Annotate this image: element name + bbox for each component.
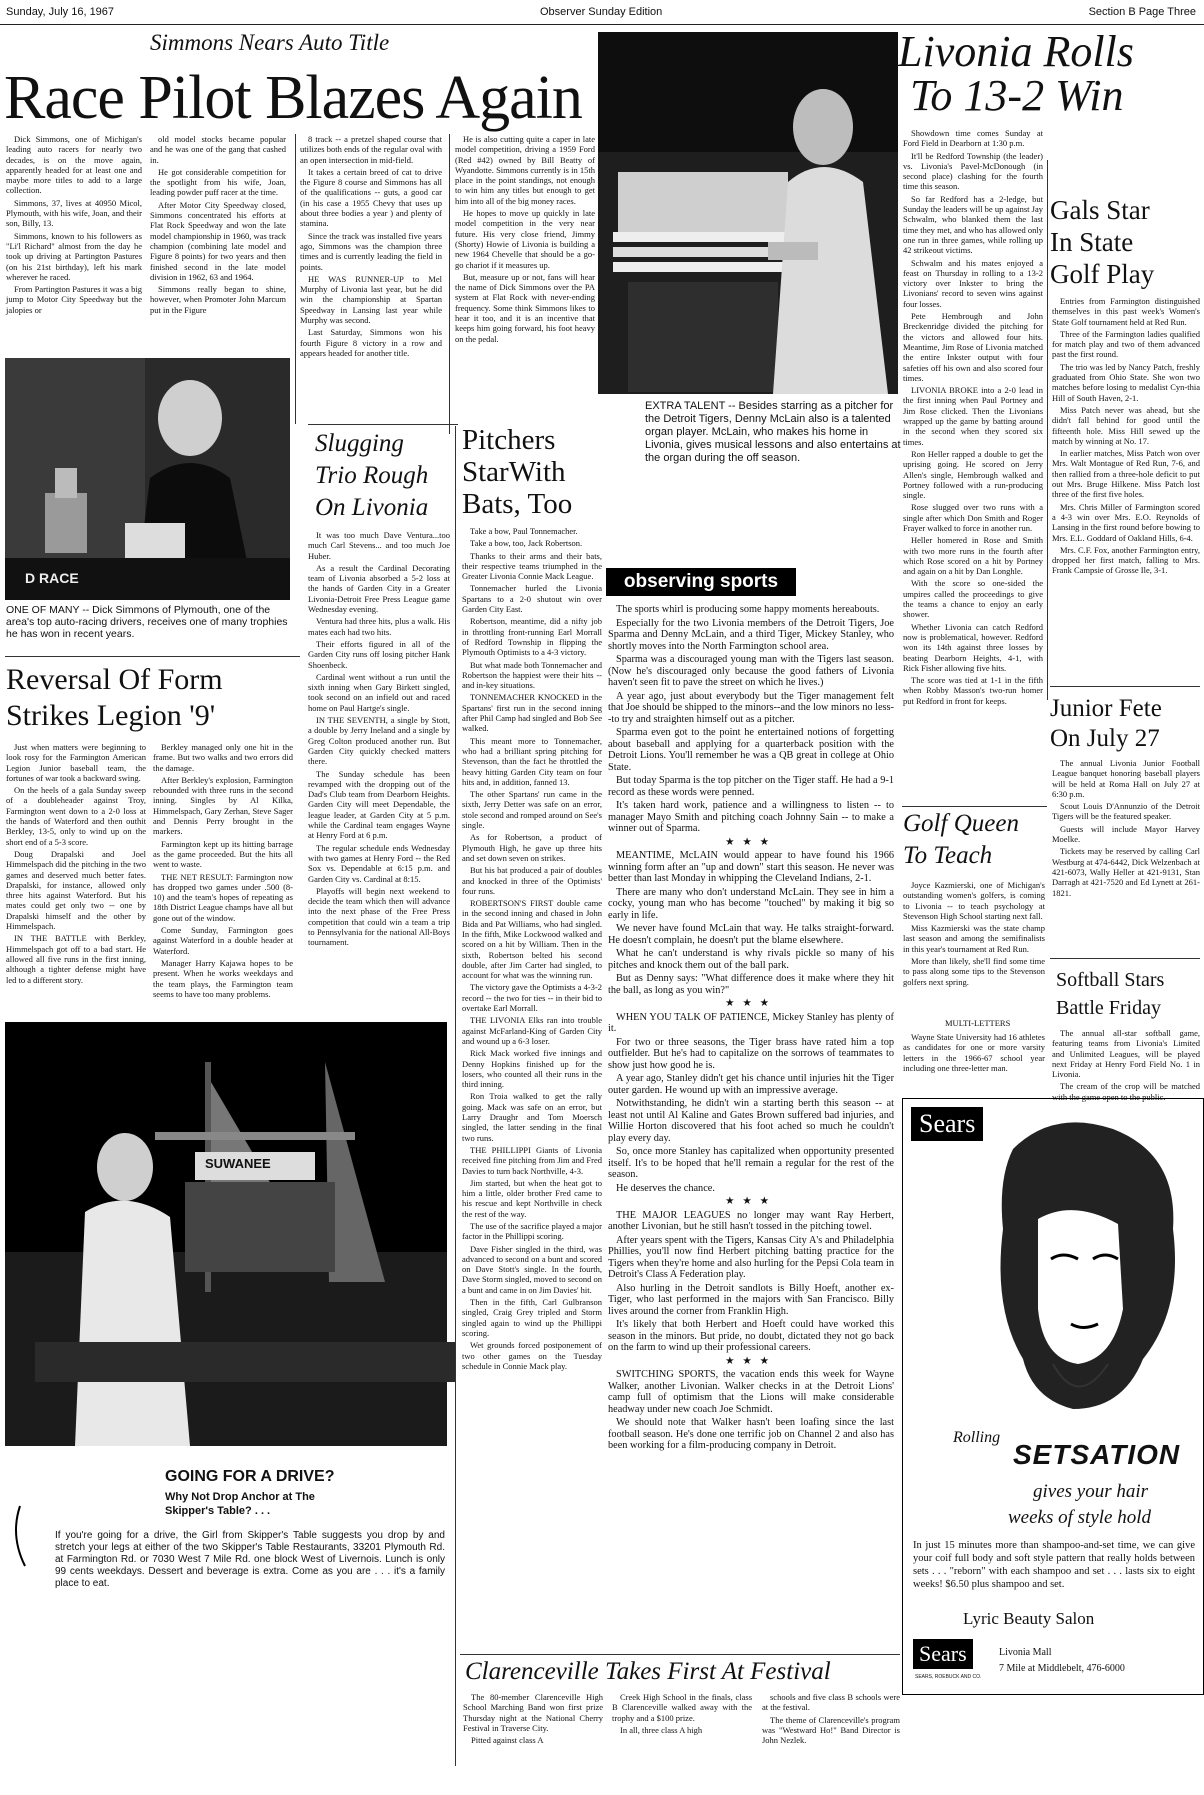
paragraph: A year ago, just about everybody but the Tiger management felt that Joe should be shipped to the minors--and the low minors no less--to try and straighten himself out as a pitcher. (608, 690, 894, 725)
paragraph: After Berkley's explosion, Farmington rebounded with three runs in the second inning. Singles by Al Kilka, Himmelspach, Gary Zerhan, Steve Sager and Dennis Perry brought in the markers. (153, 774, 293, 837)
paragraph: Tonnemacher hurled the Livonia Spartans to a 2-0 shutout win over Garden City East. (462, 583, 602, 615)
golfqueen-headline-line: To Teach (903, 842, 993, 869)
paragraph: schools and five class B schools were at the festival. (762, 1692, 900, 1713)
paragraph: Also hurling in the Detroit sandlots is Billy Hoeft, another ex-Tiger, who last performed in the majors with San Francisco. Billy lives around the corner from Franklin High. (608, 1282, 894, 1317)
paragraph: Schwalm and his mates enjoyed a feast on Thursday in rolling to a 13-2 victory over Inkster to bring the Livonians' record to seven wins against four losses. (903, 257, 1043, 309)
paragraph: Last Saturday, Simmons won his fourth Figure 8 victory in a row and appears headed for another title. (300, 327, 442, 358)
paragraph: Rick Mack worked five innings and Denny Hopkins finished up for the losers, who counted all their runs in the third inning. (462, 1048, 602, 1090)
skipper-ad-title: GOING FOR A DRIVE? (165, 1468, 335, 1485)
paragraph: The score was tied at 1-1 in the fifth when Robby Masson's two-run homer put Redford in front for keeps. (903, 675, 1043, 706)
gals-headline-line: Golf Play (1050, 259, 1155, 289)
paragraph: TONNEMACHER KNOCKED in the Spartans' first run in the second inning after Phil Camp had singled and Bob See walked. (462, 692, 602, 734)
pitchers-headline-line: Pitchers (462, 424, 556, 456)
paragraph: THE PHILLIPPI Giants of Livonia received fine pitching from Jim and Fred Davies to turn back Northville, 4-3. (462, 1144, 602, 1176)
paragraph: Playoffs will begin next weekend to decide the team which then will advance into the next phase of the Free Press competition that could win a team a trip to Pennsylvania for the national All-Boys tournament. (308, 885, 450, 948)
section-break-stars: ★★★ (725, 998, 777, 1009)
paragraph: So, once more Stanley has capitalized when opportunity presented itself. It's to be hoped that he'll remain a regular for the rest of the season. (608, 1146, 894, 1180)
paragraph: Ron Heller rapped a double to get the uprising going. He scored on Jerry Allen's single, Hembrough walked and Portney followed with a run-producing single. (903, 448, 1043, 501)
paragraph: Mrs. Chris Miller of Farmington scored a 4-3 win over Mrs. E.O. Reynolds of Lansing in the first round before bowing to Mrs. E.L. Goddard of Oakland Hills, 6-4. (1052, 501, 1200, 543)
paragraph: After years spent with the Tigers, Kansas City A's and Philadelphia Phillies, you'll now find Herbert pitching batting practice for the Tigers when they're home and also hurling for the Pepsi Cola team in Detroit's Class A Federation play. (608, 1234, 894, 1280)
paragraph: Farmington kept up its hitting barrage as the game proceeded. But the hits all went to waste. (153, 838, 293, 870)
paragraph: Showdown time comes Sunday at Ford Field in Dearborn at 1:30 p.m. (903, 128, 1043, 149)
sears-address-2: 7 Mile at Middlebelt, 476-6000 (999, 1663, 1125, 1674)
paragraph: Sparma even got to the point he entertained notions of forgetting about baseball and applying for a quarterback position with the Detroit Lions. You'll remember he was a QB great in college at Ohio State. (608, 727, 894, 773)
paragraph: Entries from Farmington distinguished themselves in this past week's Women's State Golf tournament held at Red Run. (1052, 296, 1200, 327)
paragraph: Simmons really began to shine, however, when Promoter John Marcum put in the Figure (150, 284, 286, 315)
paragraph: MEANTIME, McLAIN would appear to have found his 1966 winning form after an "up and down" start this season. He never was better than last Monday in whipping the Cleveland Indians, 2-1. (608, 850, 894, 884)
paragraph: On the heels of a gala Sunday sweep of a doubleheader against Troy, Farmington went down to a 2-0 loss at the hands of Waterford and then outhit Berkley, 13-5, only to wind up on the short end of a 5-3 score. (6, 785, 146, 847)
paragraph: Since the track was installed five years ago, Simmons was the champion three times and is currently leading the field in points. (300, 230, 442, 272)
section-break-stars: ★★★ (725, 836, 777, 848)
edition-name: Observer Sunday Edition (540, 6, 663, 18)
paragraph: For two or three seasons, the Tiger brass have rated him a top outfielder. But he's had to capitalize on the sorrows of teammates to show just how good he is. (608, 1036, 894, 1071)
multi-letters-head: MULTI-LETTERS (945, 1018, 1011, 1028)
softball-headline-line: Softball Stars (1056, 969, 1165, 991)
paragraph: Cardinal went without a run until the sixth inning when Gary Birkett singled, took second on an infield out and raced home on Paul Hartge's single. (308, 671, 450, 713)
paragraph: Heller homered in Rose and Smith with two more runs in the fourth after which Rose scored on a hit by Portney and again on a hit by Dan Longhle. (903, 535, 1043, 577)
paragraph: What he can't understand is why rivals pickle so many of his pitches and knock them out of the ball park. (608, 948, 894, 971)
paragraph: A year ago, Stanley didn't get his chance until injuries hit the Tiger outer garden. He wound up with an impressive average. (608, 1073, 894, 1096)
paragraph: The other Spartans' run came in the sixth, Jerry Detter was safe on an error, stole second and romped around on See's single. (462, 789, 602, 831)
paragraph: After Motor City Speedway closed, Simmons concentrated his efforts at Flat Rock Speedway and won the late model championship in 1960, was track champion (combining late model and Figure 8 points) for two years and then finished second in the late model division in 1962, 63 and 1964. (150, 199, 286, 282)
clarenceville-col-3 (762, 1692, 900, 1792)
paragraph: With the score so one-sided the umpires called the proceedings to give the teams a chance to enjoy an early shower. (903, 578, 1043, 620)
race-headline: Race Pilot Blazes Again (4, 64, 582, 132)
paragraph: Simmons, known to his followers as "Li'l Richard" almost from the day he took up driving at Partington Pastures (on his 21st birthday), left his mark wherever he raced. (6, 230, 142, 282)
softball-headline-line: Battle Friday (1056, 997, 1161, 1019)
paragraph: Pete Hembrough and John Breckenridge divided the pitching for the victors and allowed four hits. Meantime, Jim Rose of Livonia matched the entire Inkster output with four safeties off his own and also scored four times. (903, 311, 1043, 383)
paragraph: Come Sunday, Farmington goes against Waterford in a double header at Waterford. (153, 925, 293, 956)
sears-logo-sub: SEARS, ROEBUCK AND CO. (915, 1674, 982, 1680)
race-col-3 (300, 134, 442, 424)
legion-headline (6, 662, 306, 734)
slugging-headline-line: On Livonia (315, 494, 429, 521)
paragraph: ROBERTSON'S FIRST double came in the second inning and chased in John Bida and Pat Williams, who had singled. In the fifth, Mike Lockwood walked and scored on a hit by William. Then in the sixth, Robertson belted his second double, after Jim Carter had singled, to account for what was the winning run. (462, 898, 602, 981)
gals-headline (1050, 194, 1204, 290)
section-page: Section B Page Three (1088, 6, 1196, 18)
livonia-headline-1: Livonia Rolls (898, 27, 1134, 76)
paragraph: HE WAS RUNNER-UP to Mel Murphy of Livonia last year, but he did win the championship at Spartan Speedway in Lansing last year while Murphy was second. (300, 273, 442, 326)
section-break-stars: ★★★ (725, 1355, 777, 1367)
softball-headline (1056, 966, 1204, 1022)
paragraph: He got considerable competition for the spotlight from his wife, Joan, leading powder puff racer at the time. (150, 166, 286, 198)
paragraph: It was too much Dave Ventura...too much Carl Stevens... and too much Joe Huber. (308, 530, 450, 561)
observing-sports-column (608, 604, 894, 1654)
junior-headline-line: On July 27 (1050, 725, 1160, 752)
sears-tagline-2: weeks of style hold (1008, 1507, 1151, 1528)
paragraph: Berkley managed only one hit in the frame. But two walks and two errors did the damage. (153, 742, 293, 773)
paragraph: As for Robertson, a product of Plymouth High, he gave up three hits and set down seven on strikes. (462, 832, 602, 863)
slugging-headline (315, 428, 465, 524)
pitchers-story (462, 526, 602, 1652)
sears-address-1: Livonia Mall (999, 1647, 1052, 1658)
livonia-headline-2: To 13-2 Win (910, 71, 1124, 120)
multi-letters-story (903, 1032, 1045, 1084)
organ-caption-lead: EXTRA TALENT (645, 400, 726, 412)
gals-headline-line: In State (1050, 227, 1134, 257)
paragraph: Ron Troia walked to get the rally going. Mack was safe on an error, but Larry Draughr and Tom Moersch singled, the latter sending in the final two runs. (462, 1091, 602, 1143)
paragraph: old model stocks became popular and he was one of the gang that cashed in. (150, 134, 286, 165)
paragraph: There are many who don't understand McLain. They see in him a cocky, young man who has become "touched" by making it big so early in life. (608, 886, 894, 921)
paragraph: THE MAJOR LEAGUES no longer may want Ray Herbert, another Livonian, but he still hasn't tossed in the pitching towel. (608, 1209, 894, 1232)
junior-headline-line: Junior Fete (1050, 695, 1162, 722)
paragraph: It's taken hard work, patience and a willingness to listen -- to manager Mayo Smith and pitching coach Johnny Sain -- to make a winner out of Sparma. (608, 800, 894, 834)
sears-rolling: Rolling (953, 1429, 1001, 1446)
skipper-ad-subtitle: Why Not Drop Anchor at The Skipper's Table? . . . (165, 1491, 315, 1517)
sears-brand: SETSATION (1013, 1439, 1181, 1470)
paragraph: We should note that Walker hasn't been loafing since the last football season. He's done one terrific job on Channel 2 and also has been working for a film-producing company in Detroit. (608, 1417, 894, 1451)
legion-headline-line: Strikes Legion '9' (6, 699, 216, 732)
clarenceville-col-2 (612, 1692, 752, 1792)
paragraph: Joyce Kazmierski, one of Michigan's outstanding women's golfers, is coming to Livonia -- to teach psychology at Stevenson High School starting next fall. (903, 880, 1045, 921)
paragraph: WHEN YOU TALK OF PATIENCE, Mickey Stanley has plenty of it. (608, 1011, 894, 1034)
paragraph: Take a bow, too, Jack Robertson. (470, 538, 583, 549)
pitchers-headline (462, 424, 602, 520)
paragraph: Just when matters were beginning to look rosy for the Farmington American Legion Junior baseball team, the fortunes of war took a backward swing. (6, 742, 146, 783)
skipper-restaurant-photo (5, 1022, 447, 1446)
paragraph: Jim started, but when the heat got to him a little, older brother Fred came to his rescue and kept Northville in check the rest of the way. (462, 1177, 602, 1219)
paragraph: Mrs. C.F. Fox, another Farmington entry, dropped her first match, falling to Mrs. Frank Campsie of Grosse Ile, 3-1. (1052, 544, 1200, 576)
paragraph: But as Denny says: "What difference does it make where they hit the ball, as long as you win?" (608, 973, 894, 996)
paragraph: Simmons, 37, lives at 40950 Micol, Plymouth, with his wife, Joan, and their son, Billy, 13. (6, 197, 142, 229)
organ-photo-caption (645, 400, 903, 465)
section-break-stars: ★★★ (725, 1196, 777, 1207)
race-trophy-photo (5, 358, 290, 600)
gals-headline-line: Gals Star (1050, 195, 1150, 225)
paragraph: From Partington Pastures it was a big jump to Motor City Speedway but the jalopies or (6, 284, 142, 315)
paragraph: He deserves the chance. (616, 1182, 715, 1194)
golfqueen-story (903, 880, 1045, 1010)
paragraph: Scout Louis D'Annunzio of the Detroit Tigers will be the featured speaker. (1052, 801, 1200, 822)
paragraph: Robertson, meantime, did a nifty job in throttling front-running Earl Morrall of Redford Township in flipping the Plymouth Optimists to a 4-3 victory. (462, 616, 602, 658)
golfqueen-headline-line: Golf Queen (903, 810, 1019, 837)
livonia-story (903, 128, 1043, 708)
paragraph: THE NET RESULT: Farmington now has dropped two games under .500 (8-10) and the team's hopes of repeating as 18th District League champs have all but gone out of the window. (153, 871, 293, 923)
junior-headline (1050, 694, 1204, 754)
race-photo-caption (6, 604, 296, 640)
softball-story (1052, 1028, 1200, 1102)
race-kicker: Simmons Nears Auto Title (150, 30, 390, 55)
paragraph: But today Sparma is the top pitcher on the Tiger staff. He had a 9-1 record as these words were penned. (608, 775, 894, 798)
race-col-4 (455, 134, 595, 406)
paragraph: Whether Livonia can catch Redford now is problematical, however. Redford won its 14th against three losses by beating Dearborn Heights, 4-1, with Rick Fisher allowing five hits. (903, 621, 1043, 673)
legion-headline-line: Reversal Of Form (6, 663, 223, 696)
paragraph: He is also cutting quite a caper in late model competition, driving a 1959 Ford (Red #42) owned by Bill Beatty of Wyandotte. Simmons currently is in 15th place in the point standings, not enough to win him any titles but enough to get him into all of the big money races. (455, 134, 595, 206)
sears-salon: Lyric Beauty Salon (963, 1609, 1095, 1628)
pitchers-headline-line: StarWith (462, 456, 566, 488)
paragraph: 8 track -- a pretzel shaped course that utilizes both ends of the regular oval with an open intersection in mid-field. (300, 134, 442, 165)
paragraph: Rose slugged over two runs with a single after which Don Smith and Roger Frayer walked to force in another run. (903, 502, 1043, 533)
race-col-2 (150, 134, 286, 356)
paragraph: The Sunday schedule has been revamped with the dropping out of the Dad's Club team from Dearborn Heights. Garden City will meet Dependable, the league leader, at Garden City at 5 p.m. while the Cardinal team engages Wayne at Henry Ford at 6 p.m. (308, 768, 450, 841)
race-caption-text: -- Dick Simmons of Plymouth, one of the area's top auto-racing drivers, receives one of many trophies he has won in recent years. (6, 604, 288, 640)
gals-story (1052, 296, 1200, 686)
paragraph: Then in the fifth, Carl Gulbranson singled, Craig Grey tripled and Storm singled again to wind up the Phillippi scoring. (462, 1297, 602, 1338)
clarenceville-headline: Clarenceville Takes First At Festival (465, 1658, 831, 1685)
paragraph: In all, three class A high (620, 1724, 703, 1735)
paragraph: Especially for the two Livonia members of the Detroit Tigers, Joe Sparma and Denny McLain, and a third Tiger, Mickey Stanley, who shortly moves into the North Farmington school area. (608, 617, 894, 652)
paragraph: The annual all-star softball game, featuring teams from Livonia's Limited and Unlimited Leagues, will be played next Friday at Henry Ford Field No. 1 in Livonia. (1052, 1028, 1200, 1080)
paragraph: But what made both Tonnemacher and Robertson the happiest were their hits -- and in-key situations. (462, 659, 602, 691)
page-header (0, 0, 1204, 25)
legion-col-1 (6, 742, 146, 992)
paragraph: Pitted against class A (471, 1735, 544, 1746)
sears-logo-top: Sears (911, 1107, 983, 1141)
paragraph: Miss Patch never was ahead, but she didn't fall behind for good until the fifteenth hole. Miss Hill sewed up the match by winning at No. 17. (1052, 404, 1200, 446)
woman-hairstyle-illustration (943, 1109, 1193, 1439)
paragraph: But, measure up or not, fans will hear the name of Dick Simmons over the PA system at Flat Rock with never-ending frequency. Some think Simmons likes to hear it too, and it is an incentive that keeps him going forward, his foot heavy on the pedal. (455, 271, 595, 344)
junior-story (1052, 758, 1200, 958)
paragraph: Tickets may be reserved by calling Carl Westburg at 474-6442, Dick Welzenbach at 421-6073, Wally Heller at 421-9131, Stan Darragh at 421-7520 and Ed Lynett at 261-1821. (1052, 846, 1200, 898)
suwanee-sign: SUWANEE (205, 1156, 271, 1171)
paragraph: Sparma was a discouraged young man with the Tigers last season. (Now he's discouraged only because the good fathers of Livonia haven't seen fit to pave the street on which he lives.) (608, 654, 894, 688)
trophy-banner-text: D RACE (25, 570, 79, 586)
slugging-story (308, 530, 450, 1030)
paragraph: The annual Livonia Junior Football League banquet honoring baseball players will be held at Roma Hall on July 27 at 6:30 p.m. (1052, 758, 1200, 799)
sears-logo-bottom: Sears (913, 1639, 973, 1669)
slugging-headline-line: Slugging (315, 430, 404, 457)
sears-body: In just 15 minutes more than shampoo-and-set time, we can give your coif full body and soft style pattern that really holds between sets . . . "reborn" with each shampoo and set . . . lasts six to eight weeks! $6.50 plus shampoo and set. (913, 1540, 1195, 1590)
paragraph: The 80-member Clarenceville High School Marching Band won first prize Thursday night at the National Cherry Festival in Traverse City. (463, 1692, 603, 1733)
paragraph: The sports whirl is producing some happy moments hereabouts. (616, 604, 880, 615)
paragraph: LIVONIA BROKE into a 2-0 lead in the first inning when Paul Portney and Jim Rose clicked. Then the Livonians wrapped up the game by batting around in the second when they scored six times. (903, 385, 1043, 447)
paragraph: Manager Harry Kajawa hopes to be present. When he works weekdays and the team plays, the Farmington team seems to have too many problems. (153, 957, 293, 999)
paragraph: Dick Simmons, one of Michigan's leading auto racers for nearly two decades, is on the move again, apparently headed for at least one and maybe more titles to add to a large collection. (6, 134, 142, 196)
paragraph: The trio was led by Nancy Patch, freshly graduated from Ohio State. She won two matches before losing to medalist Cyn-thia Hill of South Haven, 2-1. (1052, 361, 1200, 403)
paragraph: The regular schedule ends Wednesday with two games at Henry Ford -- the Red Sox vs. Dependable at 6:15 p.m. and Garden City vs. Cardinal at 8:15. (308, 842, 450, 884)
paragraph: The use of the sacrifice played a major factor in the Phillippi scoring. (462, 1221, 602, 1242)
paragraph: Miss Kazmierski was the state champ last season and among the semifinalists in this year's tournament at Red Run. (903, 923, 1045, 954)
skipper-ad-body: If you're going for a drive, the Girl from Skipper's Table suggests you drop by and stretch your legs at either of the two Skipper's Table Restaurants, 33201 Plymouth Rd. at Farmington Rd. or 7030 West 7 Mile Rd. one block West of Livernois. Lunch is only 99 cents weekdays. Dessert and beverage is extra. Come as you are . . . it's a family place to eat. (55, 1530, 445, 1589)
paragraph: Doug Drapalski and Joel Himmelspach did the pitching in the two games and deserved much better fates. Drapalski, for instance, allowed only three hits against Waterford. But his mates could get only two -- one by Drapalski himself and the other by Himmelspach. (6, 848, 146, 932)
paragraph: Creek High School in the finals, class B Clarenceville walked away with the trophy and a $100 prize. (612, 1692, 752, 1723)
observing-sports-banner: observing sports (606, 568, 796, 596)
paragraph: Thanks to their arms and their bats, their respective teams triumphed in the Greater Livonia Connie Mack League. (462, 550, 602, 582)
paragraph: We never have found McLain that way. He talks straight-forward. He doesn't complain, he doesn't put the blame elsewhere. (608, 923, 894, 946)
paragraph: More than likely, she'll find some time to pass along some tips to the Stevenson golfers next spring. (903, 956, 1045, 987)
legion-col-2 (153, 742, 293, 999)
skipper-ad (5, 1446, 447, 1736)
paragraph: It takes a certain breed of cat to drive the Figure 8 course and Simmons has all of the qualifications -- guts, a good car (in his case a 1955 Chevy that uses up about three bodies a year ) and plenty of stamina. (300, 166, 442, 229)
slugging-headline-line: Trio Rough (315, 462, 429, 489)
race-col-1 (6, 134, 142, 356)
paragraph: So far Redford has a 2-ledge, but Sunday the leaders will be up against Jay Schwalm, who blanked them the last time they met, and who has allowed only one run in three games, while rolling up 42 strikeout victims. (903, 193, 1043, 256)
paragraph: Their efforts figured in all of the Garden City runs off losing pitcher Hank Shoenbeck. (308, 638, 450, 670)
paragraph: Notwithstanding, he didn't win a starting berth this season -- at least not until Al Kaline and Gates Brown suffered bad injuries, and Willie Horton discovered that his foot ached so much he couldn't play every day. (608, 1098, 894, 1144)
paragraph: It'll be Redford Township (the leader) vs. Livonia's Pavel-McDonough (in second place) clashing for the fourth time this season. (903, 150, 1043, 192)
paragraph: This meant more to Tonnemacher, who had a brilliant spring pitching for Stevenson, than the fact he throttled the heavy hitting Garden City team on four hits and, in addition, fanned 13. (462, 735, 602, 787)
paragraph: As a result the Cardinal Decorating team of Livonia absorbed a 5-2 loss at the hands of Garden City in a Greater Livonia-Detroit Free Press League game Wednesday evening. (308, 562, 450, 615)
paragraph: Dave Fisher singled in the third, was advanced to second on a bunt and scored on Dave Stott's single. In the fourth, Dave Storm singled, moved to second on a bunt and came in on Jim Davies' hit. (462, 1243, 602, 1295)
paragraph: The theme of Clarenceville's program was "Westward Ho!" Band Director is John Nezlek. (762, 1714, 900, 1746)
paragraph: It's likely that both Herbert and Hoeft could have worked this season in the minors. But pride, no doubt, dictated they not go back on the farm to wind up their professional careers. (608, 1319, 894, 1353)
golfqueen-headline (903, 808, 1047, 872)
paragraph: Three of the Farmington ladies qualified for match play and two of them advanced past the first round. (1052, 328, 1200, 360)
paragraph: Guests will include Mayor Harvey Moelke. (1052, 823, 1200, 845)
race-caption-lead: ONE OF MANY (6, 604, 80, 616)
paragraph: IN THE SEVENTH, a single by Stott, a double by Jerry Ineland and a single by Greg Colton produced another run. But Garden City quickly checked matters there. (308, 715, 450, 767)
paragraph: In earlier matches, Miss Patch won over Mrs. Walt Montague of Red Run, 7-6, and then rallied from a three-hole deficit to put out Mrs. Bruge Hilkene. Miss Patch lost three of the first five holes. (1052, 448, 1200, 500)
paragraph: THE LIVONIA Elks ran into trouble against McFarland-King of Garden City and wound up a 6-3 loser. (462, 1015, 602, 1046)
organ-photo (598, 32, 898, 394)
pitchers-headline-line: Bats, Too (462, 488, 573, 520)
multi-letters-text: Wayne State University had 16 athletes as candidates for one or more varsity letters in the 1966-67 school year including one three-letter man. (903, 1032, 1045, 1073)
paragraph: The cream of the crop will be matched with the game open to the public. (1052, 1081, 1200, 1102)
paragraph: The victory gave the Optimists a 4-3-2 record -- the two for ties -- in their bid to overtake Earl Morrall. (462, 982, 602, 1014)
paragraph: Take a bow, Paul Tonnemacher. (470, 526, 578, 536)
paragraph: Wet grounds forced postponement of two other games on the Tuesday schedule in Connie Mack play. (462, 1340, 602, 1371)
paragraph: Ventura had three hits, plus a walk. His mates each had two hits. (308, 616, 450, 637)
paragraph: But his bat produced a pair of doubles and knocked in three of the Optimists' four runs. (462, 865, 602, 896)
paragraph: He hopes to move up quickly in late model competition in the very near future. His very close friend, Jimmy (Shorty) Howie of Livonia is building a new 1964 Chevelle that should be a go-go chariot if it measures up. (455, 208, 595, 270)
clarenceville-col-1 (463, 1692, 603, 1792)
sears-ad (902, 1098, 1204, 1695)
issue-date: Sunday, July 16, 1967 (6, 6, 115, 18)
sears-tagline-1: gives your hair (1033, 1481, 1149, 1502)
paragraph: IN THE BATTLE with Berkley, Himmelspach got off to a bad start. He allowed all five runs in the first inning, although a tighter defense might have led to a different story. (6, 933, 146, 985)
organ-caption-text: -- Besides starring as a pitcher for the Detroit Tigers, Denny McLain also is a talented organ player. McLain, who makes his home in Livonia, gives musical lessons and also entertains at the organ during the off season. (645, 400, 901, 464)
paragraph: SWITCHING SPORTS, the vacation ends this week for Wayne Walker, another Livonian. Walker checks in at the Detroit Lions' camp full of optimism that the Lions will make considerable headway under new coach Joe Schmidt. (608, 1369, 894, 1415)
